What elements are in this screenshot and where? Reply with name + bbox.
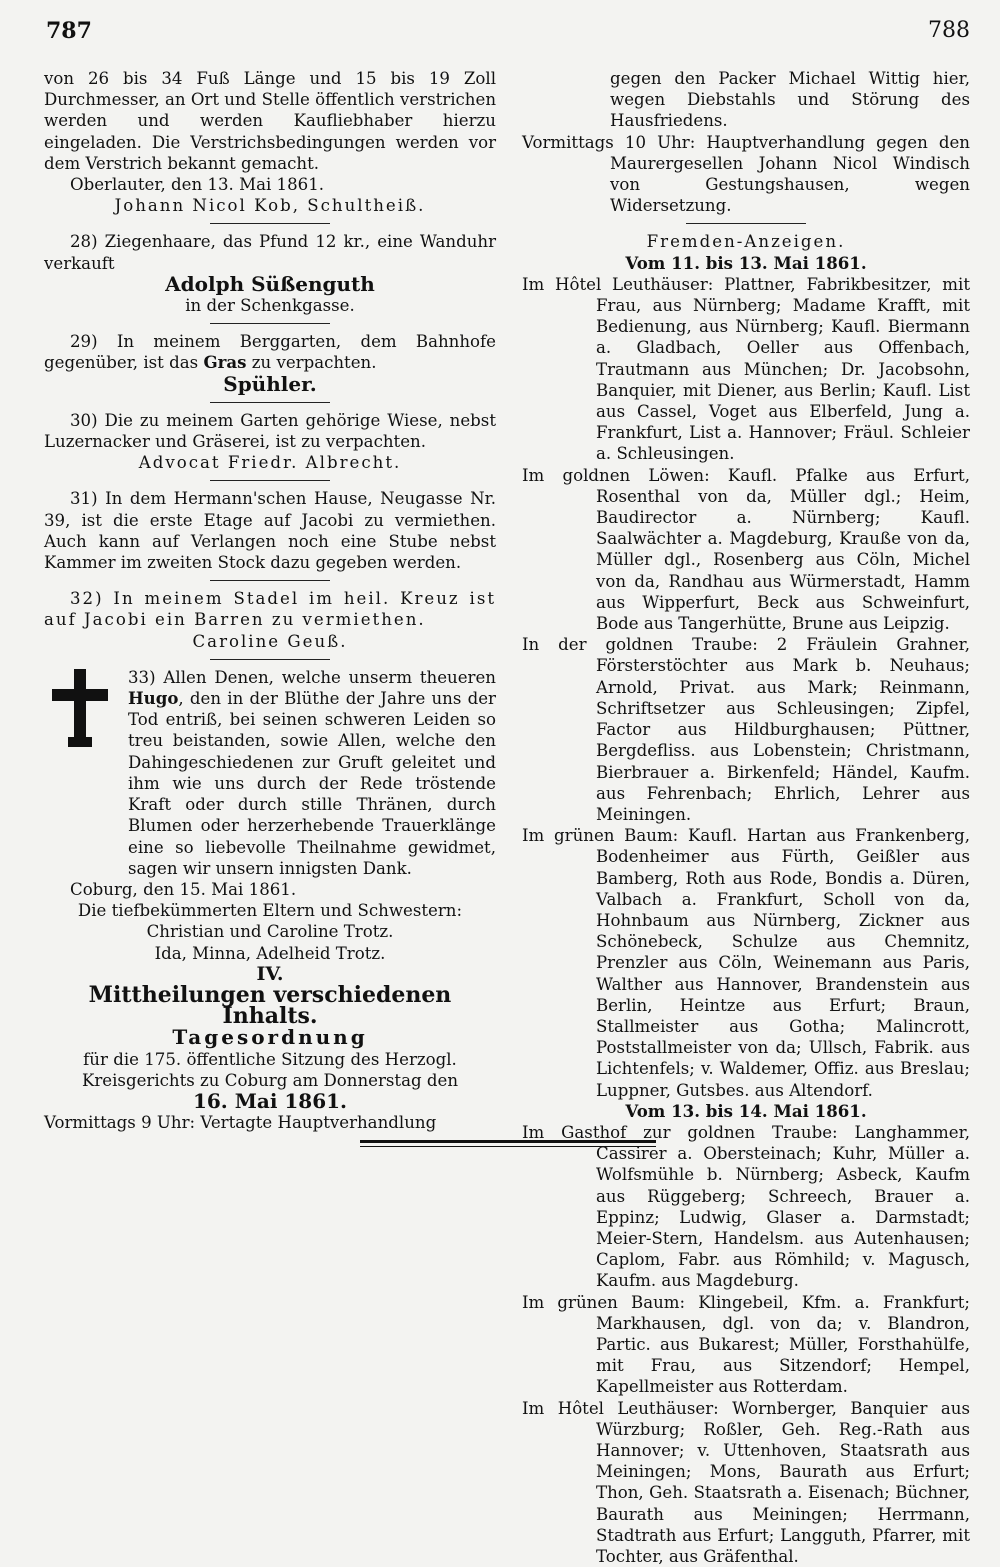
section-title: Mittheilungen verschiedenen Inhalts. <box>88 981 452 1030</box>
obituary-signature-1: Die tiefbekümmerten Eltern und Schwestern: <box>77 901 463 921</box>
guests-date-2: Vom 13. bis 14. Mai 1861. <box>625 1100 867 1121</box>
separator <box>210 580 330 581</box>
ad-29-grass: Gras <box>203 352 247 373</box>
cross-icon <box>52 669 108 747</box>
guests-date-1: Vom 11. bis 13. Mai 1861. <box>625 252 867 273</box>
obituary-signature-3: Ida, Minna, Adelheid Trotz. <box>154 943 386 963</box>
ad-30-signature: Advocat Friedr. Albrecht. <box>138 453 402 473</box>
ad-30-text: 30) Die zu meinem Garten gehörige Wiese, nebst Luzernacker und Gräserei, ist zu verpachten. <box>44 410 496 452</box>
guest-entry-goldner-loewe: Im goldnen Löwen: Kaufl. Pfalke aus Erfurt, Rosenthal von da, Müller dgl.; Heim, Baudirector a. Nürnberg; Kaufl. Saalwächter a. Magdeburg, Krauße von da, Müller dgl., Rosenberg aus Cöln, Michel von da, Randhau aus Würmerstadt, Hamm aus Wipperfurt, Beck aus Schweinfurt, Bode aus Tangerhütte, Brune aus Leipzig. <box>522 465 970 634</box>
guest-entry-gruener-baum-2: Im grünen Baum: Klingebeil, Kfm. a. Frankfurt; Markhausen, dgl. von da; v. Blandron, Partic. aus Bukarest; Müller, Forsthahülfe, mit Frau, aus Sitzendorf; Hempel, Kapellmeister aus Rotterdam. <box>522 1292 970 1397</box>
agenda-continued: gegen den Packer Michael Wittig hier, wegen Diebstahls und Störung des Hausfriedens. <box>610 69 970 131</box>
guest-entry-goldne-traube-1: In der goldnen Traube: 2 Fräulein Grahner, Försterstöchter aus Mark b. Neuhaus; Arnold, Privat. aus Mark; Reinmann, Schriftsetzer aus Schleusingen; Zipfel, Factor aus Hildburghausen; Püttner, Bergdefliss. aus Lobenstein; Christmann, Bierbrauer a. Birkenfeld; Händel, Kaufm. aus Fehrenbach; Ehrlich, Lehrer aus Meiningen. <box>522 635 970 824</box>
ad-32-signature: Caroline Geuß. <box>192 631 348 651</box>
end-rule <box>360 1140 656 1147</box>
ad-32-text: 32) In meinem Stadel im heil. Kreuz ist auf Jacobi ein Barren zu vermiethen. <box>44 589 496 630</box>
guest-entry-goldne-traube-2: Im Gasthof zur goldnen Traube: Langhammer, Cassirer a. Obersteinach; Kuhr, Müller a. Wolfsmühle b. Nürnberg; Asbeck, Kaufm aus Rüggeberg; Schreech, Brauer a. Eppinz; Ludwig, Glaser a. Darmstadt; Meier-Stern, Handelsm. aus Autenhausen; Caplom, Fabr. aus Römhild; v. Magusch, Kaufm. aus Magdeburg. <box>522 1122 970 1291</box>
obituary-text <box>44 667 496 879</box>
lumber-notice-text: von 26 bis 34 Fuß Länge und 15 bis 19 Zoll Durchmesser, an Ort und Stelle öffentlich verstrichen werden und werden Kaufliebhaber hierzu eingeladen. Die Verstrichsbedingungen werden vor dem Verstrich bekannt gemacht. <box>44 69 497 173</box>
ad-28-text: 28) Ziegenhaare, das Pfund 12 kr., eine Wanduhr verkauft <box>44 232 496 273</box>
ad-29-text-a: 29) In meinem Berggarten, dem Bahnhofe gegenüber, ist das <box>44 332 496 373</box>
ad-31-text: 31) In dem Hermann'schen Hause, Neugasse Nr. 39, ist die erste Etage auf Jacobi zu vermiethen. Auch kann auf Verlangen noch eine Stube nebst Kammer im zweiten Stock dazu gegeben werden. <box>44 489 496 573</box>
obituary-name: Hugo <box>128 688 179 709</box>
guest-entry-hotel-leuthaeuser-2: Im Hôtel Leuthäuser: Wornberger, Banquier aus Würzburg; Roßler, Geh. Reg.-Rath aus Hannover; v. Uttenhoven, Staatsrath aus Meiningen; Mons, Baurath aus Erfurt; Thon, Geh. Staatsrath a. Eisenach; Büchner, Baurath aus Meiningen; Herrmann, Stadtrath aus Erfurt; Langguth, Pfarrer, mit Tochter, aus Gräfenthal. <box>522 1398 970 1567</box>
left-column <box>44 68 496 1133</box>
ad-29-text <box>44 331 496 373</box>
agenda-subtitle: für die 175. öffentliche Sitzung des Herzogl. Kreisgerichts zu Coburg am Donnerstag den <box>81 1049 459 1090</box>
guests-title: Fremden-Anzeigen. <box>646 232 846 252</box>
separator <box>210 223 330 224</box>
separator <box>210 323 330 324</box>
guest-entry-gruener-baum-1: Im grünen Baum: Kaufl. Hartan aus Frankenberg, Bodenheimer aus Fürth, Geißler aus Bamberg, Roth aus Rode, Bondis a. Düren, Valbach a. Frankfurt, Scholl von da, Hohnbaum aus Nürnberg, Zickner aus Schönebeck, Schulze aus Chemnitz, Prenzler aus Cöln, Weinemann aus Paris, Walther aus Hannover, Brandenstein aus Berlin, Heintze aus Erfurt; Braun, Stallmeister aus Gotha; Malincrott, Poststallmeister von da; Ullsch, Fabrik. aus Lichtenfels; v. Waldemer, Offiz. aus Breslau; Luppner, Gutsbes. aus Altendorf. <box>522 826 970 1100</box>
agenda-title: Tagesordnung <box>172 1025 368 1050</box>
page-number-right: 788 <box>928 18 970 43</box>
separator <box>210 659 330 660</box>
agenda-9am: Vormittags 9 Uhr: Vertagte Hauptverhandlung <box>44 1113 437 1133</box>
separator <box>686 223 806 224</box>
separator <box>210 480 330 481</box>
obituary-place: Coburg, den 15. Mai 1861. <box>70 879 297 899</box>
agenda-10am: Vormittags 10 Uhr: Hauptverhandlung gegen den Maurergesellen Johann Nicol Windisch von Gestungshausen, wegen Widersetzung. <box>522 132 970 216</box>
obituary-signature-2: Christian und Caroline Trotz. <box>146 922 394 942</box>
obituary <box>44 667 496 879</box>
obituary-text-a: 33) Allen Denen, welche unserm theueren <box>128 667 496 687</box>
ad-29-text-c: zu verpachten. <box>251 353 377 373</box>
guest-entry-hotel-leuthaeuser-1: Im Hôtel Leuthäuser: Plattner, Fabrikbesitzer, mit Frau, aus Nürnberg; Madame Krafft, mit Bedienung, aus Nürnberg; Kaufl. Biermann a. Gladbach, Oeller aus Offenbach, Trautmann aus München; Dr. Jacobsohn, Banquier, mit Diener, aus Berlin; Kaufl. List aus Cassel, Voget aus Elberfeld, Jung a. Frankfurt, List a. Hannover; Fräul. Schleier a. Schleusingen. <box>522 274 970 464</box>
lumber-notice-place: Oberlauter, den 13. Mai 1861. <box>70 175 325 195</box>
obituary-text-b: , den in der Blüthe der Jahre uns der Tod entriß, bei seinen schweren Leiden so treu beistanden, sowie Allen, welche den Dahingeschiedenen zur Gruft geleitet und ihm wie uns durch der Rede tröstende Kraft oder durch stille Thränen, durch Blumen oder herzerhebende Trauerklänge eine so liebevolle Theilnahme gewidmet, sagen wir unsern innigsten Dank. <box>128 689 496 878</box>
ad-28-address: in der Schenkgasse. <box>185 296 355 316</box>
section-number: IV. <box>256 962 284 985</box>
separator <box>210 402 330 403</box>
ad-29-signature: Spühler. <box>223 371 317 396</box>
lumber-notice-signature: Johann Nicol Kob, Schultheiß. <box>114 196 426 216</box>
agenda-date: 16. Mai 1861. <box>192 1088 348 1113</box>
right-column <box>522 68 970 1567</box>
page-number-left: 787 <box>46 18 92 44</box>
ad-28-name: Adolph Süßenguth <box>165 271 375 296</box>
